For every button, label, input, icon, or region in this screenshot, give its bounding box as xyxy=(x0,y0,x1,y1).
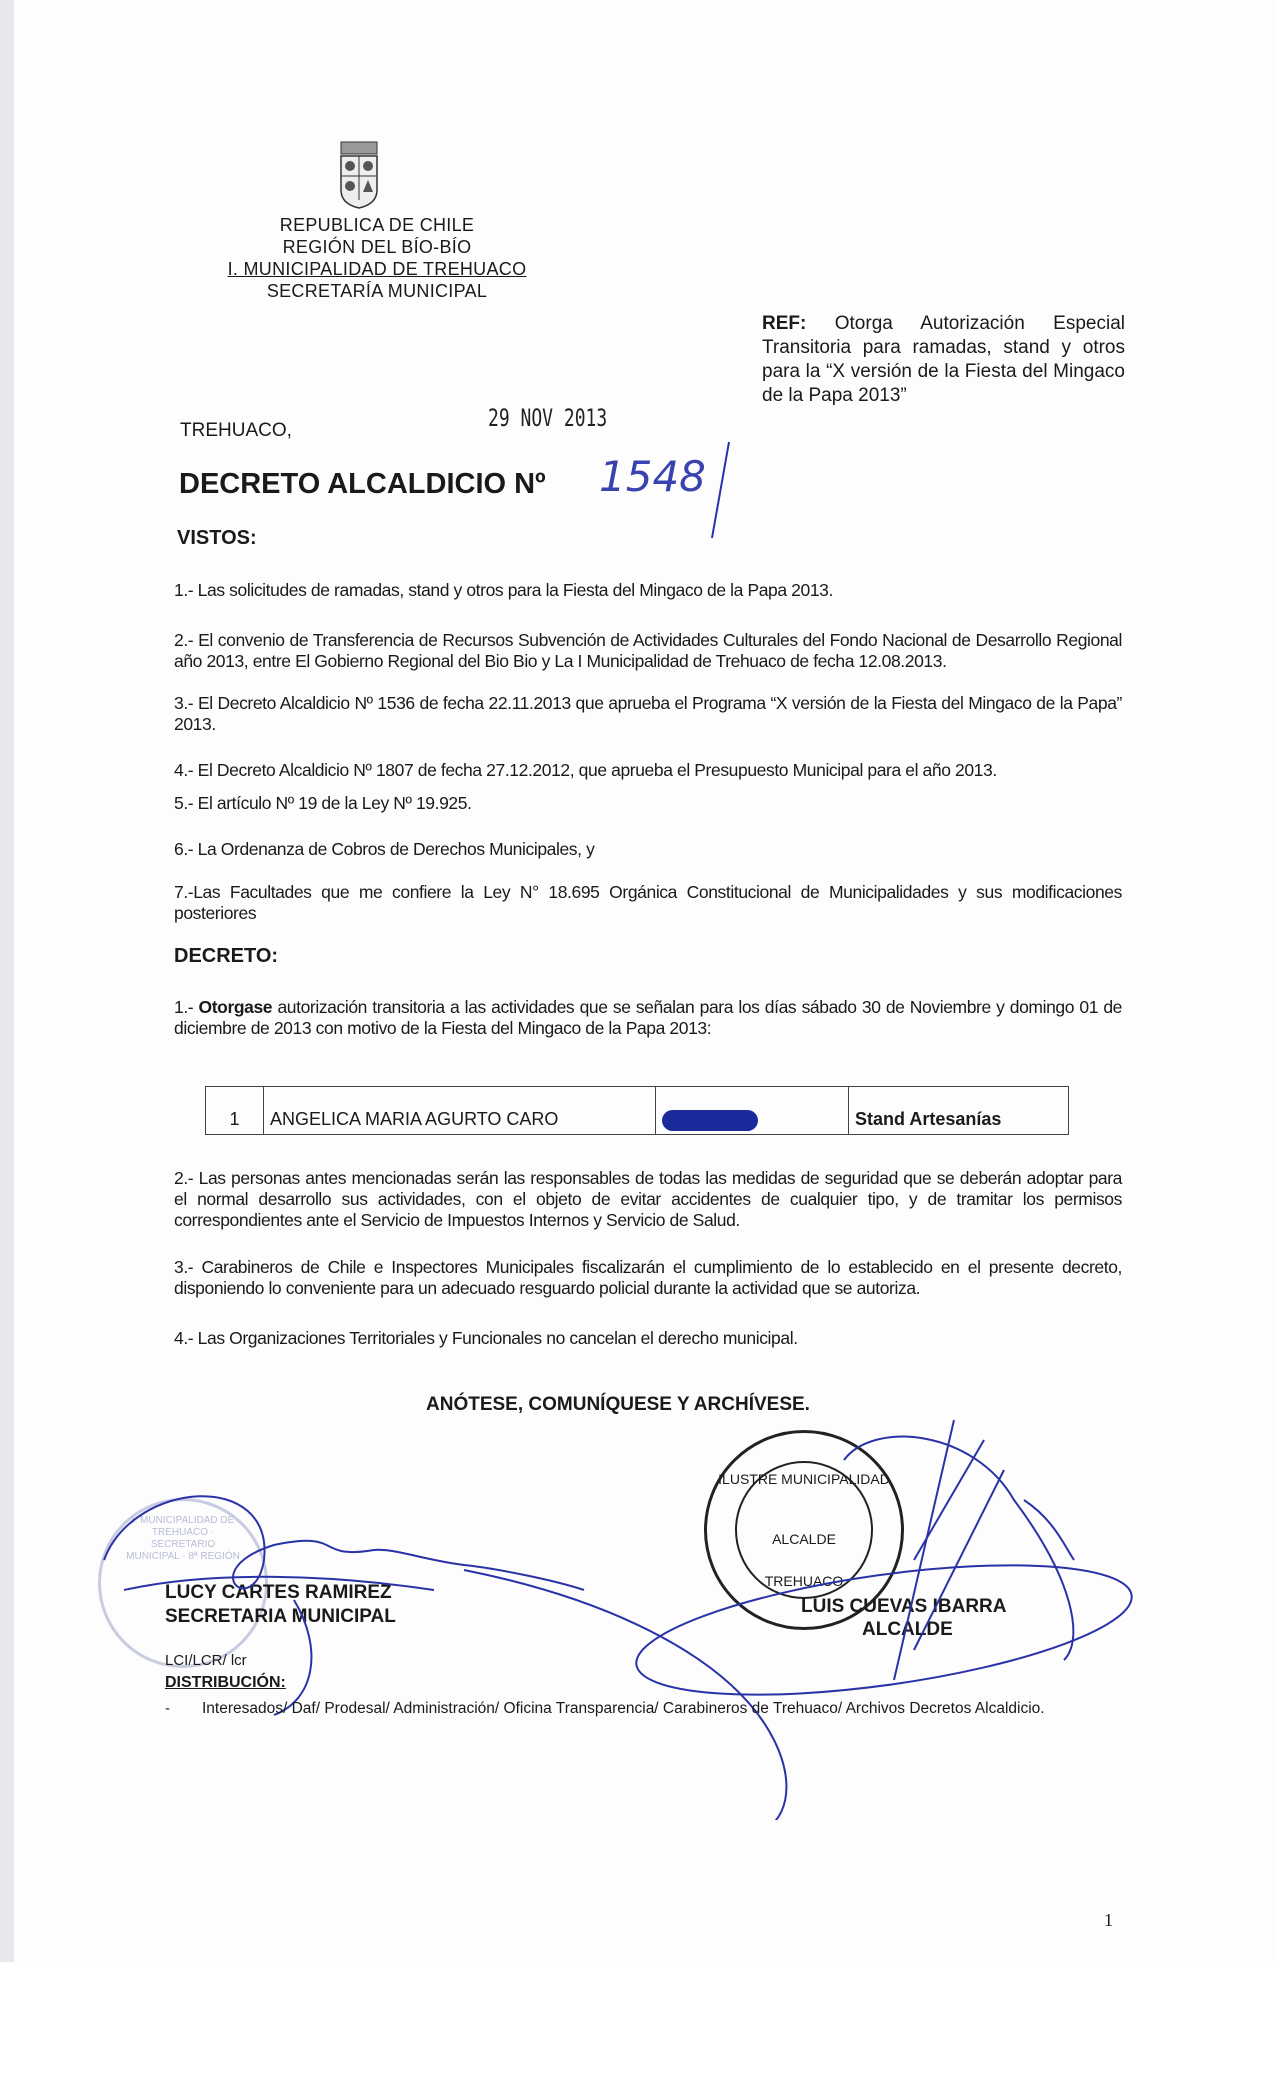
vistos-item: 5.- El artículo Nº 19 de la Ley Nº 19.925. xyxy=(174,793,472,813)
cell-activity: Stand Artesanías xyxy=(849,1087,1069,1135)
decreto-item-2: 2.- Las personas antes mencionadas serán las responsables de todas las medidas de seguridad que se deberán adoptar para el normal desarrollo sus actividades, con el objeto de evitar accidentes de cualquier tipo, y de tramitar los permisos correspondientes ante el Servicio de Impuestos Internos y Servicio de Salud. xyxy=(174,1168,1122,1230)
handwritten-signatures xyxy=(14,1400,1275,1820)
mayor-stamp-bottom: TREHUACO xyxy=(764,1573,844,1589)
cell-name: ANGELICA MARIA AGURTO CARO xyxy=(264,1087,656,1135)
ref-label: REF: xyxy=(762,313,807,334)
mayor-stamp-top: ILUSTRE MUNICIPALIDAD xyxy=(718,1471,890,1487)
vistos-heading: VISTOS: xyxy=(177,527,257,549)
distribution-heading: DISTRIBUCIÓN: xyxy=(165,1674,286,1691)
decree-title: DECRETO ALCALDICIO Nº xyxy=(179,468,546,500)
vistos-item: 6.- La Ordenanza de Cobros de Derechos Municipales, y xyxy=(174,839,595,859)
secretary-stamp-text: I. MUNICIPALIDAD DE TREHUACO · SECRETARIO MUNICIPAL · 8ª REGIÓN xyxy=(126,1515,240,1562)
distribution-list: Interesados/ Daf/ Prodesal/ Administración/ Oficina Transparencia/ Carabineros de Trehuaco/ Archivos Decretos Alcaldicio. xyxy=(202,1700,1045,1717)
cell-number: 1 xyxy=(206,1087,264,1135)
initials: LCI/LCR/ lcr xyxy=(165,1652,247,1669)
document-body xyxy=(174,580,1122,1416)
vistos-item: 4.- El Decreto Alcaldicio Nº 1807 de fecha 27.12.2012, que aprueba el Presupuesto Municipal para el año 2013. xyxy=(174,760,997,780)
place: TREHUACO, xyxy=(180,420,292,441)
mayor-stamp-middle: ALCALDE xyxy=(772,1531,836,1547)
distribution-bullet: - xyxy=(165,1700,170,1717)
signer-right-role: ALCALDE xyxy=(862,1619,953,1640)
closing-formula: ANÓTESE, COMUNÍQUESE Y ARCHÍVESE. xyxy=(426,1394,810,1415)
decree-number-slash xyxy=(704,440,734,540)
ref-text: Otorga Autorización Especial Transitoria para ramadas, stand y otros para la “X versión de la Fiesta del Mingaco de la Papa 2013” xyxy=(762,313,1125,406)
municipal-coat-of-arms-logo xyxy=(336,140,382,210)
date-stamp: 29 NOV 2013 xyxy=(488,404,608,432)
vistos-item: 3.- El Decreto Alcaldicio Nº 1536 de fecha 22.11.2013 que aprueba el Programa “X versión de la Fiesta del Mingaco de la Papa” 2013. xyxy=(174,693,1122,734)
reference-block xyxy=(762,312,1125,408)
authorization-table xyxy=(205,1086,1069,1135)
table-row xyxy=(206,1087,1069,1135)
redacted-rut: 18.131.634-9 xyxy=(662,1110,758,1131)
page-number: 1 xyxy=(1104,1910,1113,1930)
decreto-item-1 xyxy=(174,997,1122,1039)
decreto-item-3: 3.- Carabineros de Chile e Inspectores Municipales fiscalizarán el cumplimiento de lo establecido en el presente decreto, disponiendo lo conveniente para un adecuado resguardo policial durante la actividad que se autoriza. xyxy=(174,1257,1122,1298)
item-text: autorización transitoria a las actividades que se señalan para los días sábado 30 de Noviembre y domingo 01 de diciembre de 2013 con motivo de la Fiesta del Mingaco de la Papa 2013: xyxy=(174,997,1122,1038)
header-municipality: I. MUNICIPALIDAD DE TREHUACO xyxy=(227,259,527,279)
vistos-item: 7.-Las Facultades que me confiere la Ley N° 18.695 Orgánica Constitucional de Municipalidades y sus modificaciones posteriores xyxy=(174,882,1122,923)
vistos-item: 2.- El convenio de Transferencia de Recursos Subvención de Actividades Culturales del Fondo Nacional de Desarrollo Regional año 2013, entre El Gobierno Regional del Bio Bio y La I Municipalidad de Trehuaco de fecha 12.08.2013. xyxy=(174,630,1122,671)
header-country: REPUBLICA DE CHILE xyxy=(279,215,475,235)
signer-left-role: SECRETARIA MUNICIPAL xyxy=(165,1606,396,1627)
signer-right-name: LUIS CUEVAS IBARRA xyxy=(801,1596,1007,1617)
decreto-item-4: 4.- Las Organizaciones Territoriales y Funcionales no cancelan el derecho municipal. xyxy=(174,1328,798,1348)
cell-rut xyxy=(656,1087,849,1135)
header-department: SECRETARÍA MUNICIPAL xyxy=(266,281,488,301)
decreto-heading: DECRETO: xyxy=(174,945,279,967)
decree-number-handwritten: 1548 xyxy=(599,452,706,501)
item-prefix: 1.- xyxy=(174,997,199,1017)
item-bold: Otorgase xyxy=(198,997,273,1017)
signer-left-name: LUCY CARTES RAMIREZ xyxy=(165,1582,392,1603)
vistos-item: 1.- Las solicitudes de ramadas, stand y otros para la Fiesta del Mingaco de la Papa 2013. xyxy=(174,580,833,600)
header-region: REGIÓN DEL BÍO-BÍO xyxy=(282,237,472,257)
